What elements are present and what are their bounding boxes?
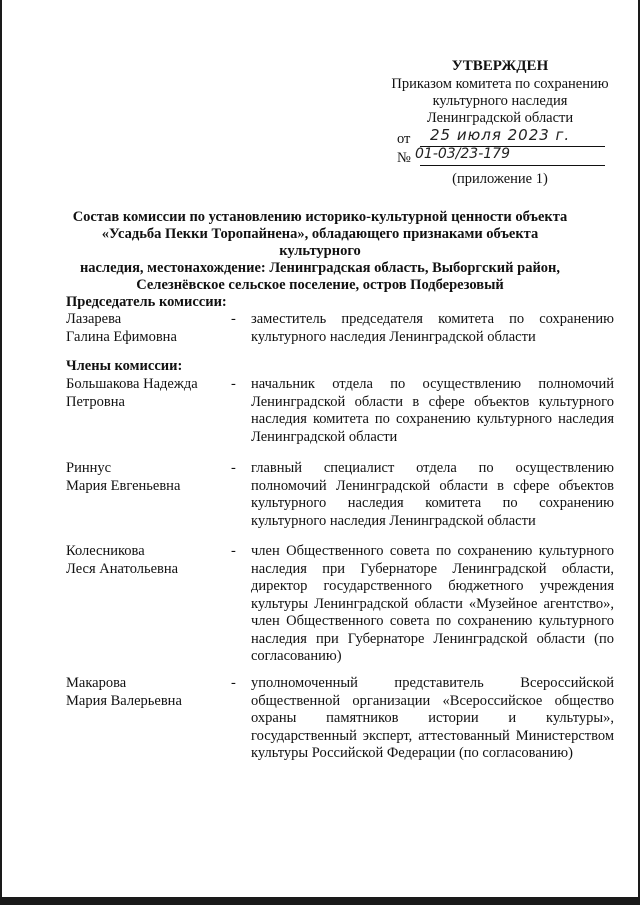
- number-handwritten-value: 01-03/23-179: [415, 146, 510, 162]
- member-role: начальник отдела по осуществлению полномочий Ленинградской области в сфере объектов культурного наследия комитета по сохранению культурного наследия Ленинградской области: [251, 376, 614, 445]
- heading-line-4: Селезнёвское сельское поселение, остров Подберезовый: [136, 277, 504, 293]
- member-name: [66, 543, 231, 578]
- approval-block: [375, 58, 625, 188]
- approval-title: УТВЕРЖДЕН: [451, 58, 549, 74]
- chairman-section-title: Председатель комиссии:: [66, 294, 227, 310]
- heading-line-1: Состав комиссии по установлению историко-культурной ценности объекта: [72, 209, 568, 225]
- member-given-names: Леся Анатольевна: [66, 560, 179, 577]
- date-label: от: [397, 131, 411, 147]
- document-heading: [60, 209, 580, 294]
- approval-line-1: Приказом комитета по сохранению: [391, 76, 609, 92]
- number-label: №: [397, 150, 411, 166]
- members-section-title: Члены комиссии:: [66, 358, 183, 374]
- member-surname: Большакова Надежда: [66, 376, 198, 392]
- member-given-names: Мария Валерьевна: [66, 692, 182, 709]
- member-surname: Риннус: [66, 460, 112, 476]
- member-given-names: Петровна: [66, 393, 125, 410]
- member-role: заместитель председателя комитета по сохранению культурного наследия Ленинградской области: [251, 311, 614, 345]
- date-handwritten-value: 25 июля 2023 г.: [430, 126, 571, 144]
- approval-appendix: (приложение 1): [452, 171, 548, 187]
- member-name: [66, 675, 231, 710]
- member-given-names: Галина Ефимовна: [66, 328, 177, 345]
- member-name: [66, 376, 231, 411]
- member-role: главный специалист отдела по осуществлению полномочий Ленинградской области в сфере объектов культурного наследия комитета по сохранению культурного наследия Ленинградской области: [251, 460, 614, 529]
- member-dash: -: [231, 675, 236, 691]
- member-dash: -: [231, 543, 236, 559]
- member-entry: [66, 675, 614, 785]
- approval-line-3: Ленинградской области: [426, 110, 574, 126]
- member-entry: [66, 376, 614, 448]
- member-role: член Общественного совета по сохранению культурного наследия при Губернаторе Ленинградской области, директор государственного бюджетного учреждения культуры Ленинградской области «Музейное агентство», член Общественного совета по сохранению культурного наследия при Губернаторе Ленинградской области (по согласованию): [251, 543, 614, 664]
- member-dash: -: [231, 460, 236, 476]
- approval-line-2: культурного наследия: [432, 93, 568, 109]
- number-underline: [420, 165, 605, 166]
- approval-number-row: [375, 146, 625, 165]
- scan-border-bottom: [0, 897, 640, 905]
- member-role: уполномоченный представитель Всероссийской общественной организации «Всероссийское общество охраны памятников истории и культуры», государственный эксперт, аттестованный Министерством культуры Российской Федерации (по согласованию): [251, 675, 614, 761]
- member-name: [66, 311, 231, 346]
- scan-border-left: [0, 0, 2, 905]
- member-entry: [66, 543, 614, 664]
- member-surname: Лазарева: [66, 311, 122, 327]
- heading-line-2: «Усадьба Пекки Торопайнена», обладающего признаками объекта культурного: [101, 226, 539, 259]
- member-surname: Колесникова: [66, 543, 145, 559]
- member-entry: [66, 460, 614, 532]
- member-given-names: Мария Евгеньевна: [66, 477, 181, 494]
- chairman-entry: [66, 311, 614, 351]
- member-dash: -: [231, 311, 236, 327]
- member-surname: Макарова: [66, 675, 127, 691]
- approval-date-row: [375, 127, 625, 146]
- member-dash: -: [231, 376, 236, 392]
- member-name: [66, 460, 231, 495]
- heading-line-3: наследия, местонахождение: Ленинградская область, Выборгский район,: [79, 260, 561, 276]
